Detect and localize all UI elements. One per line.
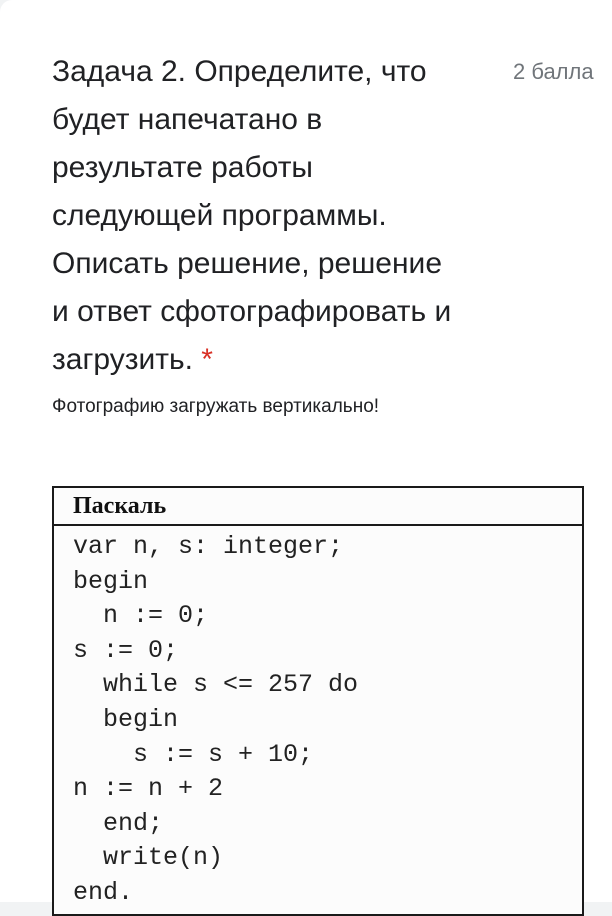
question-title-line: Задача 2. Определите, что: [52, 55, 427, 88]
question-title: [52, 48, 492, 384]
code-line: var n, s: integer;: [73, 532, 344, 561]
code-line: begin: [73, 566, 149, 596]
code-line: s := s + 10;: [73, 739, 314, 769]
code-line: end;: [73, 808, 164, 838]
required-asterisk: *: [201, 343, 213, 376]
code-line: end.: [73, 877, 134, 907]
question-description: Фотографию загружать вертикально!: [52, 396, 380, 417]
code-line: s := 0;: [73, 635, 179, 665]
code-line: n := 0;: [73, 601, 209, 631]
code-block: [54, 529, 582, 910]
code-line: n := n + 2: [73, 774, 224, 804]
code-line: write(n): [73, 843, 224, 873]
question-title-line-last: [52, 336, 492, 384]
question-title-line: будет напечатано в: [52, 103, 323, 136]
question-title-line: Описать решение, решение: [52, 247, 442, 280]
question-title-line: результате работы: [52, 151, 313, 184]
code-line: while s <= 257 do: [73, 670, 359, 700]
language-header: Паскаль: [54, 488, 582, 526]
code-line: begin: [73, 704, 179, 734]
question-title-line: следующей программы.: [52, 199, 387, 232]
question-title-line: и ответ сфотографировать и: [52, 295, 452, 328]
points-label: 2 балла: [513, 59, 594, 84]
question-title-line: загрузить.: [52, 343, 193, 376]
program-listing-image: [52, 486, 584, 916]
